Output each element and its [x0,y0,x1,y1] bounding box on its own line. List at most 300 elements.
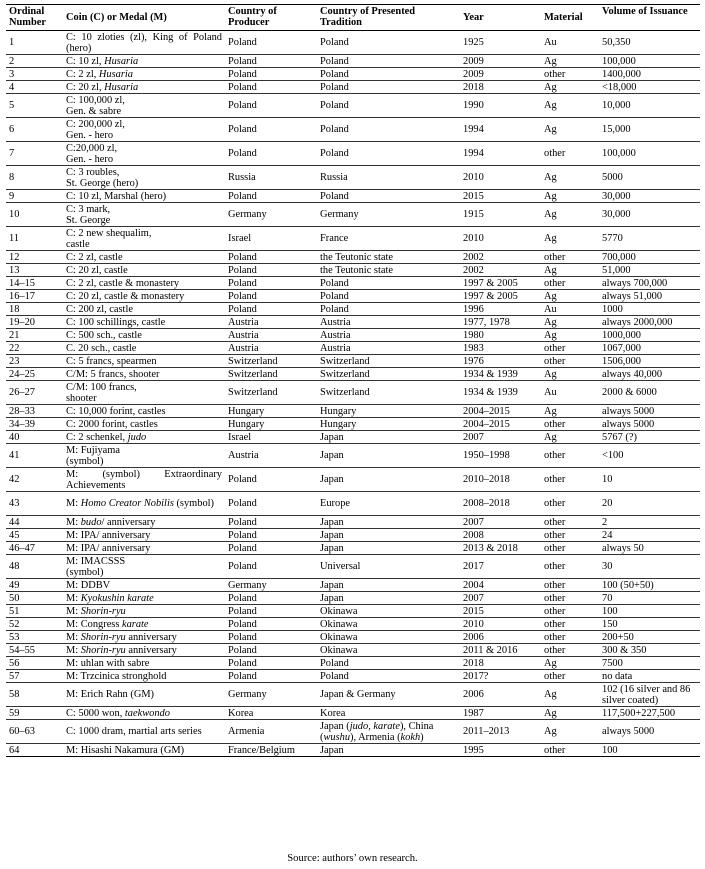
volume-cell: <100 [599,444,700,468]
producer-cell: Hungary [225,405,317,418]
tradition-cell: Universal [317,555,460,579]
ordinal-number-cell: 16–17 [6,290,63,303]
volume-cell: 10 [599,468,700,492]
volume-cell: no data [599,670,700,683]
volume-cell: 7500 [599,657,700,670]
ordinal-number-cell: 10 [6,203,63,227]
material-cell: Ag [541,707,599,720]
material-cell: Ag [541,720,599,744]
tradition-cell: Austria [317,342,460,355]
volume-cell: 5770 [599,227,700,251]
coin-or-medal-cell: C: 2 zl, castle & monastery [63,277,225,290]
material-cell: Ag [541,190,599,203]
coins-medals-table [6,4,700,757]
year-cell: 2008 [460,529,541,542]
ordinal-number-cell: 9 [6,190,63,203]
table-row [6,342,700,355]
producer-cell: Poland [225,516,317,529]
ordinal-number-cell: 34–39 [6,418,63,431]
year-cell: 2010 [460,227,541,251]
volume-cell: 102 (16 silver and 86 silver coated) [599,683,700,707]
tradition-cell: Hungary [317,405,460,418]
year-cell: 1976 [460,355,541,368]
year-cell: 2015 [460,190,541,203]
material-cell: Au [541,303,599,316]
ordinal-number-cell: 56 [6,657,63,670]
table-row [6,329,700,342]
year-cell: 2011–2013 [460,720,541,744]
tradition-cell: Japan [317,579,460,592]
volume-cell: 20 [599,492,700,516]
tradition-cell: Japan [317,431,460,444]
coin-or-medal-cell: M: Erich Rahn (GM) [63,683,225,707]
coin-or-medal-cell: C:20,000 zl, Gen. - hero [63,142,225,166]
material-cell: Ag [541,290,599,303]
year-cell: 2007 [460,516,541,529]
year-cell: 2018 [460,657,541,670]
volume-cell: 24 [599,529,700,542]
ordinal-number-cell: 45 [6,529,63,542]
tradition-cell: Switzerland [317,381,460,405]
ordinal-number-cell: 41 [6,444,63,468]
producer-cell: Poland [225,555,317,579]
volume-cell: 100 [599,744,700,757]
coin-or-medal-cell: M: Hisashi Nakamura (GM) [63,744,225,757]
tradition-cell: Okinawa [317,644,460,657]
year-cell: 1915 [460,203,541,227]
material-cell: other [541,355,599,368]
coin-or-medal-cell: M: Shorin-ryu anniversary [63,631,225,644]
material-cell: Ag [541,405,599,418]
table-row [6,316,700,329]
ordinal-number-cell: 49 [6,579,63,592]
coin-or-medal-cell: M: Congress karate [63,618,225,631]
tradition-cell: Hungary [317,418,460,431]
ordinal-number-cell: 3 [6,68,63,81]
ordinal-number-cell: 51 [6,605,63,618]
producer-cell: Poland [225,618,317,631]
volume-cell: 1000,000 [599,329,700,342]
producer-cell: Austria [225,316,317,329]
coin-or-medal-cell: C: 100 schillings, castle [63,316,225,329]
ordinal-number-cell: 44 [6,516,63,529]
material-cell: Ag [541,94,599,118]
ordinal-number-cell: 43 [6,492,63,516]
coin-or-medal-cell: C: 10 zloties (zl), King of Poland (hero) [63,31,225,55]
volume-cell: always 5000 [599,720,700,744]
ordinal-number-cell: 28–33 [6,405,63,418]
ordinal-number-cell: 13 [6,264,63,277]
table-row [6,142,700,166]
year-cell: 2007 [460,592,541,605]
producer-cell: Poland [225,542,317,555]
volume-cell: 100 [599,605,700,618]
table-row [6,405,700,418]
table-row [6,670,700,683]
table-row [6,190,700,203]
table-row [6,444,700,468]
table-row [6,251,700,264]
table-row [6,683,700,707]
ordinal-number-cell: 7 [6,142,63,166]
table-row [6,744,700,757]
tradition-cell: Austria [317,329,460,342]
producer-cell: Poland [225,264,317,277]
material-cell: other [541,631,599,644]
tradition-cell: Switzerland [317,355,460,368]
year-cell: 1980 [460,329,541,342]
coin-or-medal-cell: C: 2000 forint, castles [63,418,225,431]
material-cell: Ag [541,368,599,381]
coin-or-medal-cell: M: IMACSSS (symbol) [63,555,225,579]
volume-cell: always 50 [599,542,700,555]
year-cell: 1997 & 2005 [460,290,541,303]
coin-or-medal-cell: M: DDBV [63,579,225,592]
material-cell: Ag [541,81,599,94]
producer-cell: France/Belgium [225,744,317,757]
table-row [6,290,700,303]
coin-or-medal-cell: M: budo/ anniversary [63,516,225,529]
volume-cell: always 5000 [599,418,700,431]
material-cell: other [541,605,599,618]
year-cell: 2004–2015 [460,418,541,431]
volume-cell: 150 [599,618,700,631]
table-row [6,368,700,381]
producer-cell: Austria [225,342,317,355]
volume-cell: 1506,000 [599,355,700,368]
material-cell: other [541,468,599,492]
table-row [6,81,700,94]
material-cell: other [541,516,599,529]
ordinal-number-cell: 11 [6,227,63,251]
table-row [6,516,700,529]
header-material: Material [541,5,599,31]
producer-cell: Israel [225,431,317,444]
year-cell: 2011 & 2016 [460,644,541,657]
table-row [6,555,700,579]
producer-cell: Poland [225,592,317,605]
year-cell: 1934 & 1939 [460,381,541,405]
coin-or-medal-cell: M: Shorin-ryu [63,605,225,618]
table-row [6,618,700,631]
year-cell: 2006 [460,683,541,707]
material-cell: other [541,418,599,431]
ordinal-number-cell: 19–20 [6,316,63,329]
volume-cell: always 51,000 [599,290,700,303]
tradition-cell: Poland [317,68,460,81]
tradition-cell: Korea [317,707,460,720]
ordinal-number-cell: 12 [6,251,63,264]
tradition-cell: Japan [317,516,460,529]
producer-cell: Poland [225,605,317,618]
table-row [6,644,700,657]
ordinal-number-cell: 60–63 [6,720,63,744]
material-cell: other [541,744,599,757]
header-ordinal-number: Ordinal Number [6,5,63,31]
coin-or-medal-cell: C: 20 zl, castle & monastery [63,290,225,303]
header-row [6,5,700,31]
material-cell: other [541,542,599,555]
coin-or-medal-cell: C: 2 schenkel, judo [63,431,225,444]
year-cell: 2013 & 2018 [460,542,541,555]
ordinal-number-cell: 8 [6,166,63,190]
year-cell: 2004–2015 [460,405,541,418]
tradition-cell: Okinawa [317,605,460,618]
coin-or-medal-cell: C: 200,000 zl, Gen. - hero [63,118,225,142]
producer-cell: Germany [225,579,317,592]
tradition-cell: Japan [317,542,460,555]
volume-cell: 1000 [599,303,700,316]
year-cell: 1925 [460,31,541,55]
material-cell: other [541,529,599,542]
producer-cell: Poland [225,529,317,542]
table-row [6,592,700,605]
tradition-cell: Poland [317,190,460,203]
year-cell: 2010 [460,618,541,631]
material-cell: Ag [541,166,599,190]
coin-or-medal-cell: C: 5000 won, taekwondo [63,707,225,720]
year-cell: 1987 [460,707,541,720]
table-row [6,542,700,555]
producer-cell: Poland [225,492,317,516]
producer-cell: Poland [225,68,317,81]
tradition-cell: Poland [317,277,460,290]
year-cell: 2008–2018 [460,492,541,516]
table-row [6,118,700,142]
producer-cell: Austria [225,444,317,468]
volume-cell: 1067,000 [599,342,700,355]
year-cell: 1990 [460,94,541,118]
year-cell: 1994 [460,118,541,142]
tradition-cell: France [317,227,460,251]
producer-cell: Switzerland [225,368,317,381]
table-row [6,579,700,592]
coin-or-medal-cell: M: Trzcinica stronghold [63,670,225,683]
tradition-cell: Japan & Germany [317,683,460,707]
producer-cell: Poland [225,81,317,94]
coin-or-medal-cell: C: 2 zl, Husaria [63,68,225,81]
coin-or-medal-cell: C: 1000 dram, martial arts series [63,720,225,744]
coin-or-medal-cell: M: uhlan with sabre [63,657,225,670]
coin-or-medal-cell: C: 2 zl, castle [63,251,225,264]
tradition-cell: Russia [317,166,460,190]
tradition-cell: Poland [317,94,460,118]
volume-cell: always 2000,000 [599,316,700,329]
tradition-cell: Poland [317,81,460,94]
coin-or-medal-cell: M: IPA/ anniversary [63,529,225,542]
producer-cell: Poland [225,644,317,657]
coin-or-medal-cell: C. 20 sch., castle [63,342,225,355]
source-note: Source: authors’ own research. [287,853,418,864]
ordinal-number-cell: 53 [6,631,63,644]
coin-or-medal-cell: M: IPA/ anniversary [63,542,225,555]
table-row [6,31,700,55]
material-cell: Ag [541,657,599,670]
year-cell: 1997 & 2005 [460,277,541,290]
year-cell: 2009 [460,55,541,68]
material-cell: other [541,579,599,592]
tradition-cell: Poland [317,670,460,683]
producer-cell: Poland [225,277,317,290]
coin-or-medal-cell: C: 20 zl, Husaria [63,81,225,94]
producer-cell: Poland [225,670,317,683]
ordinal-number-cell: 59 [6,707,63,720]
coin-or-medal-cell: C: 10 zl, Marshal (hero) [63,190,225,203]
material-cell: other [541,592,599,605]
table-row [6,203,700,227]
tradition-cell: Japan [317,744,460,757]
ordinal-number-cell: 2 [6,55,63,68]
tradition-cell: Poland [317,303,460,316]
volume-cell: 300 & 350 [599,644,700,657]
producer-cell: Armenia [225,720,317,744]
table-row [6,657,700,670]
volume-cell: always 40,000 [599,368,700,381]
producer-cell: Poland [225,31,317,55]
volume-cell: always 700,000 [599,277,700,290]
coin-or-medal-cell: M: (symbol) Extraordinary Achievements [63,468,225,492]
table-row [6,418,700,431]
table-row [6,355,700,368]
ordinal-number-cell: 6 [6,118,63,142]
volume-cell: 100,000 [599,55,700,68]
coin-or-medal-cell: C/M: 100 francs, shooter [63,381,225,405]
material-cell: other [541,555,599,579]
ordinal-number-cell: 1 [6,31,63,55]
ordinal-number-cell: 40 [6,431,63,444]
material-cell: Ag [541,55,599,68]
ordinal-number-cell: 24–25 [6,368,63,381]
coin-or-medal-cell: M: Kyokushin karate [63,592,225,605]
volume-cell: 51,000 [599,264,700,277]
material-cell: Ag [541,118,599,142]
ordinal-number-cell: 42 [6,468,63,492]
table-row [6,468,700,492]
material-cell: Ag [541,227,599,251]
year-cell: 2002 [460,264,541,277]
producer-cell: Russia [225,166,317,190]
tradition-cell: Okinawa [317,631,460,644]
table-row [6,720,700,744]
ordinal-number-cell: 26–27 [6,381,63,405]
producer-cell: Austria [225,329,317,342]
volume-cell: 2 [599,516,700,529]
table-row [6,381,700,405]
ordinal-number-cell: 5 [6,94,63,118]
table-row [6,277,700,290]
year-cell: 1996 [460,303,541,316]
year-cell: 2017 [460,555,541,579]
producer-cell: Poland [225,94,317,118]
producer-cell: Poland [225,631,317,644]
table-row [6,166,700,190]
material-cell: Ag [541,316,599,329]
volume-cell: 117,500+227,500 [599,707,700,720]
tradition-cell: Japan [317,529,460,542]
table-row [6,227,700,251]
coin-or-medal-cell: C: 10,000 forint, castles [63,405,225,418]
tradition-cell: Japan [317,468,460,492]
year-cell: 2010 [460,166,541,190]
ordinal-number-cell: 14–15 [6,277,63,290]
volume-cell: 30,000 [599,203,700,227]
header-country-of-producer: Country of Producer [225,5,317,31]
material-cell: Ag [541,431,599,444]
volume-cell: 100,000 [599,142,700,166]
coin-or-medal-cell: C: 5 francs, spearmen [63,355,225,368]
table-row [6,529,700,542]
tradition-cell: Okinawa [317,618,460,631]
table-row [6,431,700,444]
volume-cell: 1400,000 [599,68,700,81]
table-row [6,303,700,316]
material-cell: other [541,277,599,290]
table-body [6,31,700,757]
producer-cell: Poland [225,290,317,303]
tradition-cell: Germany [317,203,460,227]
table-row [6,605,700,618]
ordinal-number-cell: 4 [6,81,63,94]
producer-cell: Germany [225,203,317,227]
material-cell: other [541,670,599,683]
coin-or-medal-cell: M: Shorin-ryu anniversary [63,644,225,657]
table-row [6,707,700,720]
producer-cell: Poland [225,142,317,166]
producer-cell: Israel [225,227,317,251]
tradition-cell: Austria [317,316,460,329]
ordinal-number-cell: 50 [6,592,63,605]
volume-cell: 2000 & 6000 [599,381,700,405]
volume-cell: <18,000 [599,81,700,94]
ordinal-number-cell: 52 [6,618,63,631]
tradition-cell: Europe [317,492,460,516]
producer-cell: Poland [225,118,317,142]
coin-or-medal-cell: C: 3 mark, St. George [63,203,225,227]
tradition-cell: Poland [317,290,460,303]
coin-or-medal-cell: M: Homo Creator Nobilis (symbol) [63,492,225,516]
tradition-cell: the Teutonic state [317,251,460,264]
tradition-cell: Poland [317,118,460,142]
tradition-cell: the Teutonic state [317,264,460,277]
material-cell: Au [541,31,599,55]
tradition-cell: Japan (judo, karate), China (wushu), Armenia (kokh) [317,720,460,744]
volume-cell: 10,000 [599,94,700,118]
coin-or-medal-cell: M: Fujiyama (symbol) [63,444,225,468]
ordinal-number-cell: 64 [6,744,63,757]
table-row [6,94,700,118]
volume-cell: 700,000 [599,251,700,264]
year-cell: 2007 [460,431,541,444]
table-row [6,68,700,81]
producer-cell: Germany [225,683,317,707]
volume-cell: 15,000 [599,118,700,142]
year-cell: 1994 [460,142,541,166]
coin-or-medal-cell: C: 3 roubles, St. George (hero) [63,166,225,190]
year-cell: 1934 & 1939 [460,368,541,381]
material-cell: Ag [541,203,599,227]
table-row [6,631,700,644]
year-cell: 1977, 1978 [460,316,541,329]
tradition-cell: Japan [317,592,460,605]
coin-or-medal-cell: C: 100,000 zl, Gen. & sabre [63,94,225,118]
producer-cell: Poland [225,55,317,68]
producer-cell: Poland [225,657,317,670]
material-cell: Au [541,381,599,405]
material-cell: other [541,342,599,355]
tradition-cell: Switzerland [317,368,460,381]
material-cell: other [541,444,599,468]
material-cell: Ag [541,264,599,277]
